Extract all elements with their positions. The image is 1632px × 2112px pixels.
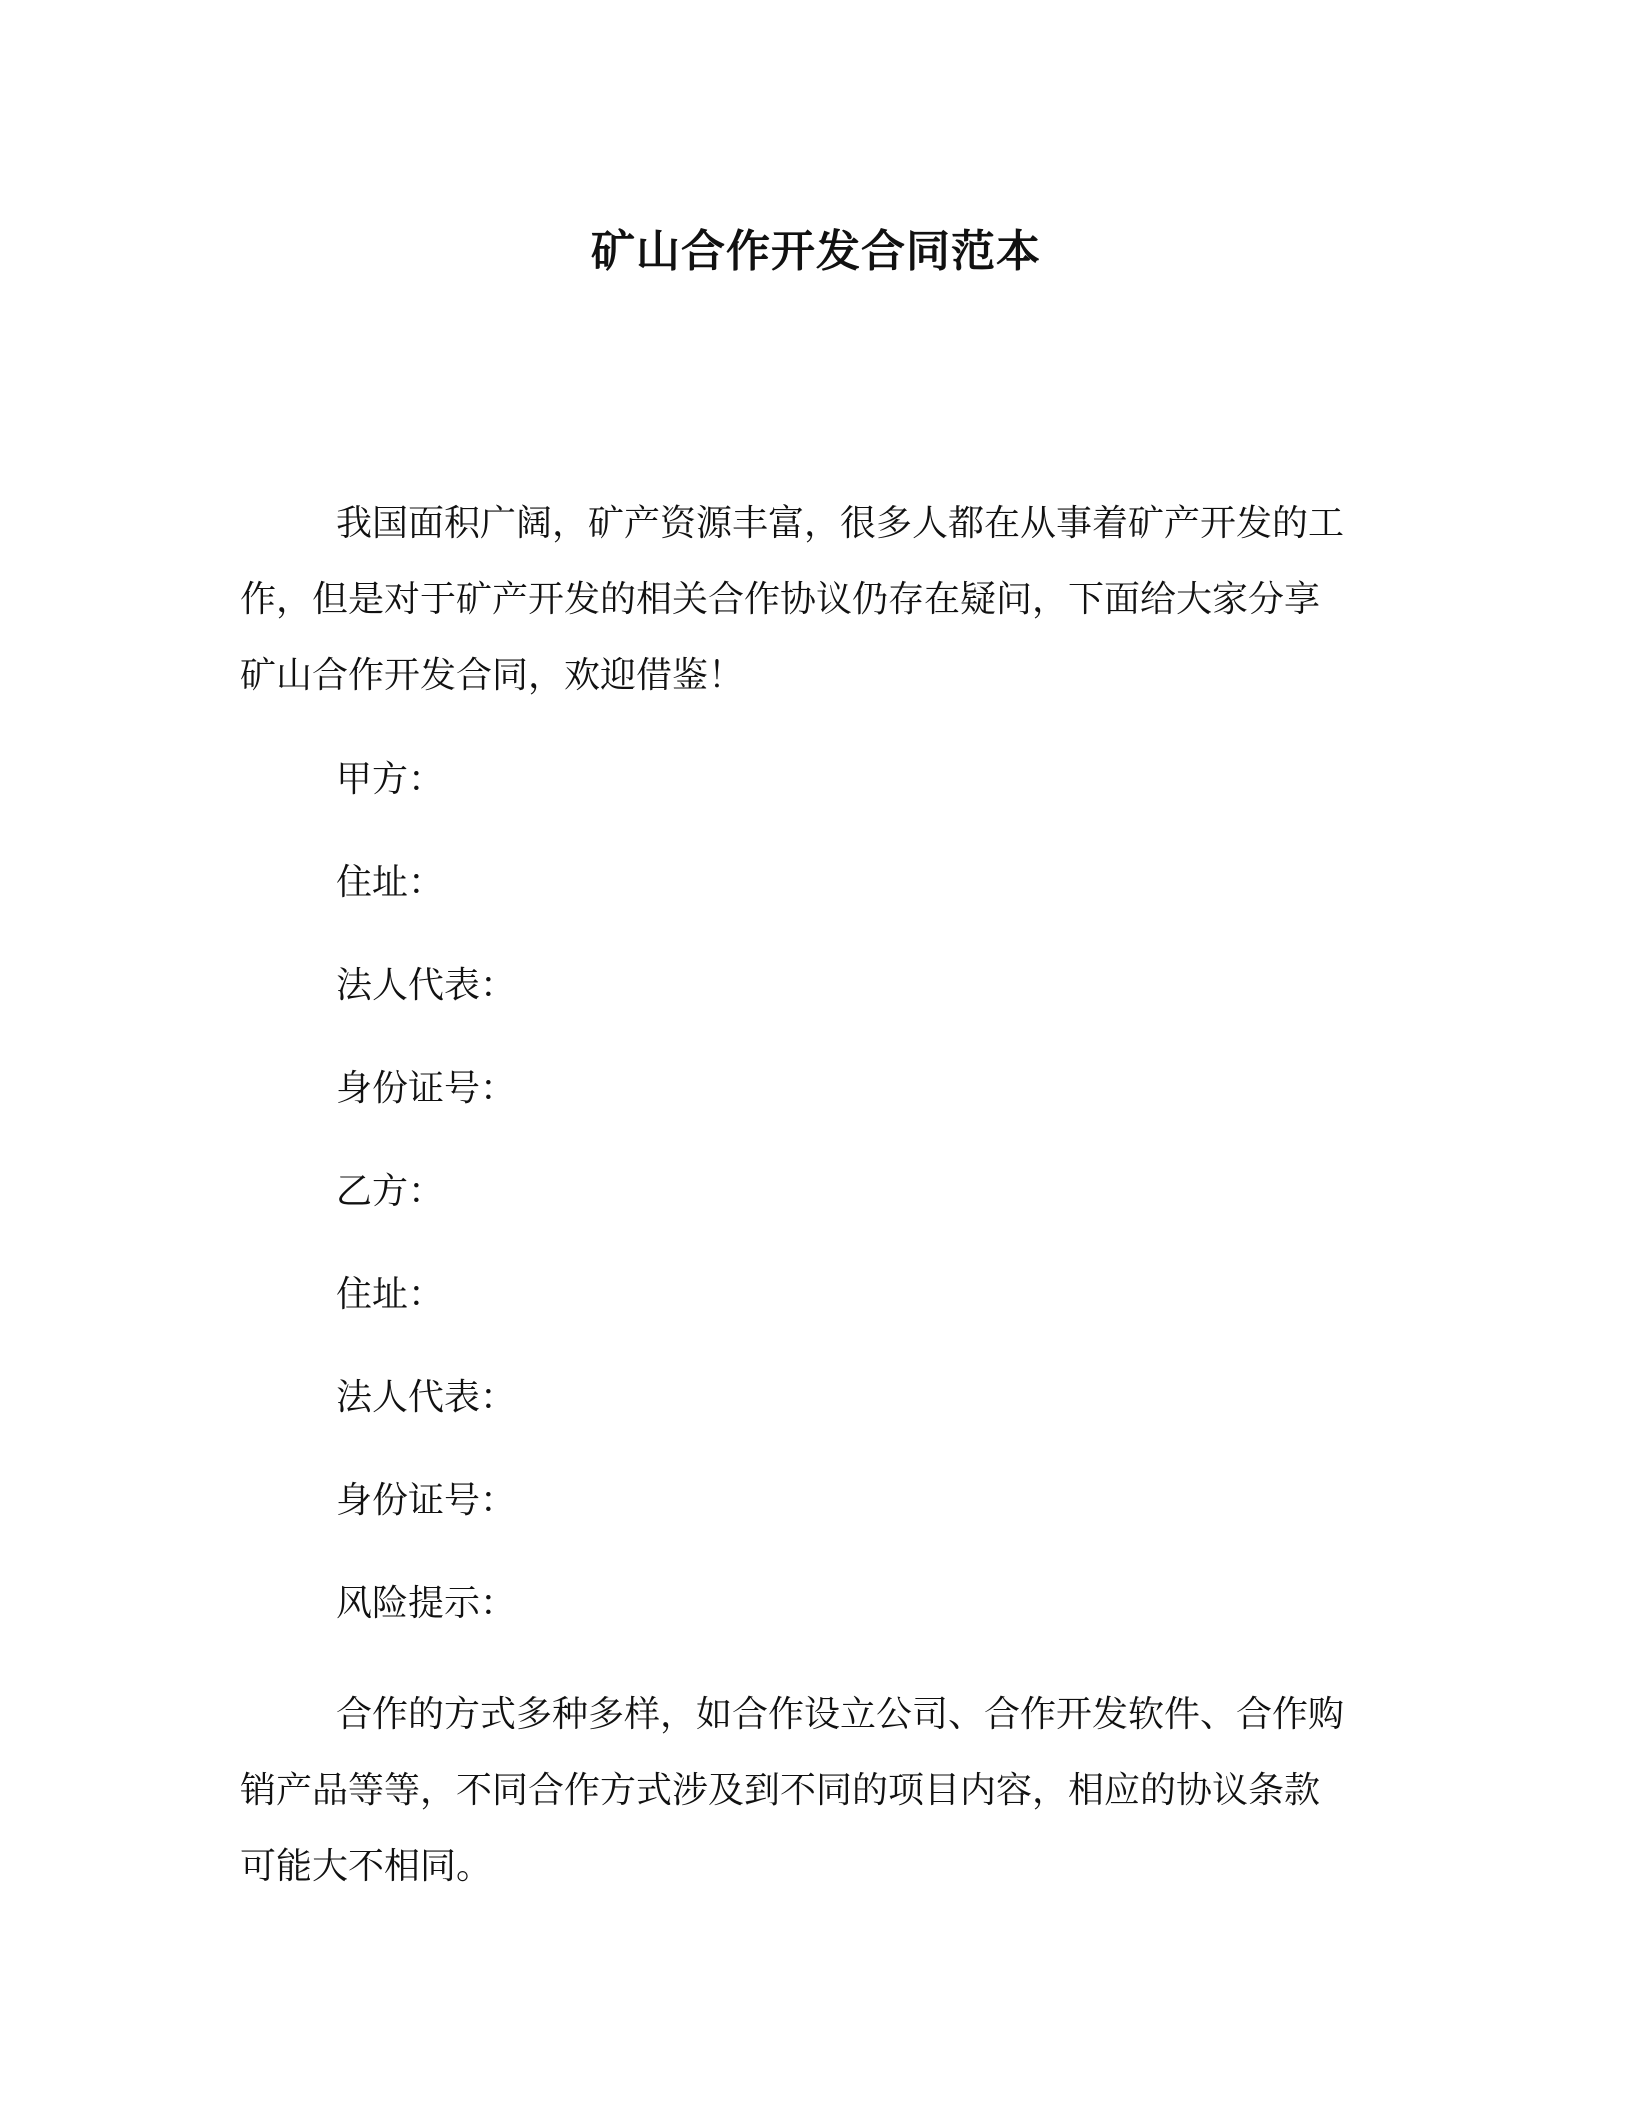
- document-body: [240, 486, 1380, 1905]
- risk-paragraph: [240, 1677, 1380, 1905]
- party-fields: [240, 728, 1380, 1655]
- intro-line: 作，但是对于矿产开发的相关合作协议仍存在疑问，下面给大家分享: [240, 579, 1321, 620]
- intro-line: 矿山合作开发合同，欢迎借鉴！: [240, 655, 745, 696]
- intro-paragraph: [240, 486, 1380, 714]
- party-b-id-number-label: 身份证号：: [336, 1480, 517, 1521]
- party-a-label: 甲方：: [336, 759, 445, 800]
- risk-line: 合作的方式多种多样，如合作设立公司、合作开发软件、合作购: [336, 1694, 1345, 1735]
- party-a-legal-rep-label: 法人代表：: [336, 965, 517, 1006]
- party-b-legal-rep-label: 法人代表：: [336, 1377, 517, 1418]
- risk-line: 可能大不相同。: [240, 1846, 493, 1887]
- intro-line: 我国面积广阔，矿产资源丰富，很多人都在从事着矿产开发的工: [336, 503, 1345, 544]
- risk-notice-label: 风险提示：: [336, 1583, 517, 1624]
- risk-line: 销产品等等，不同合作方式涉及到不同的项目内容，相应的协议条款: [240, 1770, 1321, 1811]
- party-b-address-label: 住址：: [336, 1274, 445, 1315]
- party-a-id-number-label: 身份证号：: [336, 1068, 517, 1109]
- party-a-address-label: 住址：: [336, 862, 445, 903]
- document-title: 矿山合作开发合同范本: [591, 226, 1041, 277]
- party-b-label: 乙方：: [336, 1171, 445, 1212]
